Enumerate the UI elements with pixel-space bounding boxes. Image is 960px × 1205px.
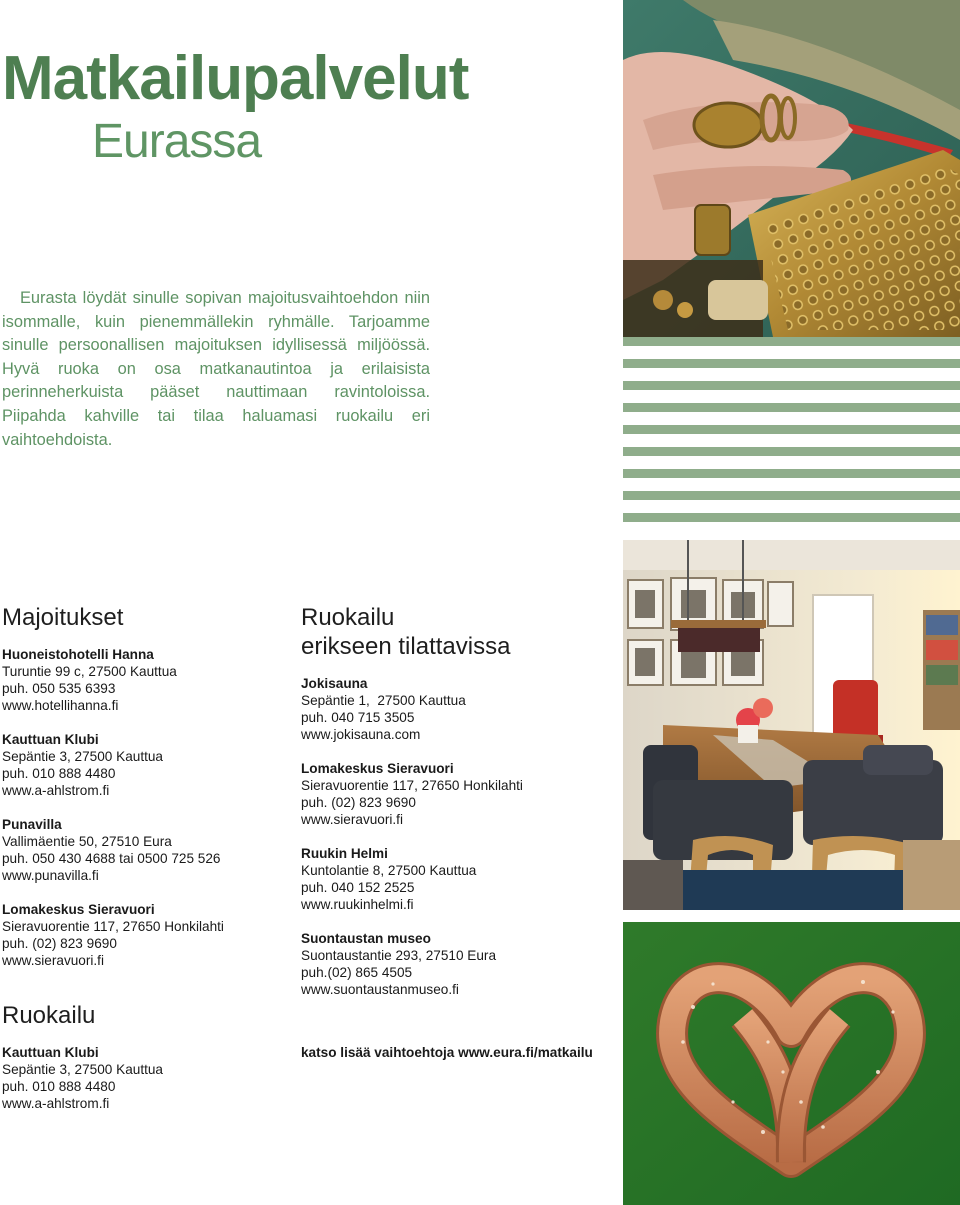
entry-address: Kuntolantie 8, 27500 Kauttua <box>301 863 477 878</box>
stripe <box>623 337 960 346</box>
entry-name: Jokisauna <box>301 676 368 691</box>
entry-phone: puh. 010 888 4480 <box>2 1079 116 1094</box>
stripe <box>623 403 960 412</box>
intro-text <box>2 287 430 452</box>
entry-address: Sieravuorentie 117, 27650 Honkilahti <box>2 919 224 934</box>
entry-phone: puh. 010 888 4480 <box>2 766 116 781</box>
entry-address: Sieravuorentie 117, 27650 Honkilahti <box>301 778 523 793</box>
entry-name: Punavilla <box>2 817 62 832</box>
entry-name: Lomakeskus Sieravuori <box>301 761 454 776</box>
entry-name: Kauttuan Klubi <box>2 1045 99 1060</box>
list-item <box>2 816 282 884</box>
entry-name: Kauttuan Klubi <box>2 732 99 747</box>
photo-dining-room <box>623 540 960 910</box>
entry-phone: puh. 050 430 4688 tai 0500 725 526 <box>2 851 221 866</box>
majoitukset-heading: Majoitukset <box>2 604 124 631</box>
photo-pretzel <box>623 922 960 1205</box>
photo-hand-jewelry-image <box>623 0 960 337</box>
page-subtitle: Eurassa <box>92 115 262 168</box>
entry-phone: puh. 050 535 6393 <box>2 681 116 696</box>
entry-name: Lomakeskus Sieravuori <box>2 902 155 917</box>
entry-phone: puh.(02) 865 4505 <box>301 965 413 980</box>
heading-line: Ruokailu <box>301 604 395 631</box>
entry-name: Huoneistohotelli Hanna <box>2 647 154 662</box>
entry-address: Sepäntie 1, 27500 Kauttua <box>301 693 466 708</box>
entry-web-link[interactable]: www.sieravuori.fi <box>2 953 104 968</box>
entry-web-link[interactable]: www.suontaustanmuseo.fi <box>301 982 459 997</box>
entry-web-link[interactable]: www.hotellihanna.fi <box>2 698 119 713</box>
entry-web-link[interactable]: www.punavilla.fi <box>2 868 99 883</box>
stripe <box>623 491 960 500</box>
ruokailu-erikseen-heading <box>301 603 611 661</box>
entry-address: Turuntie 99 c, 27500 Kauttua <box>2 664 177 679</box>
majoitukset-section <box>2 603 282 1129</box>
stripe <box>623 469 960 478</box>
entry-phone: puh. 040 715 3505 <box>301 710 415 725</box>
entry-web-link[interactable]: www.a-ahlstrom.fi <box>2 1096 110 1111</box>
page-title: Matkailupalvelut <box>2 44 469 113</box>
list-item <box>2 901 282 969</box>
entry-web-link[interactable]: www.ruukinhelmi.fi <box>301 897 414 912</box>
stripe <box>623 359 960 368</box>
stripe <box>623 425 960 434</box>
more-options-link[interactable]: katso lisää vaihtoehtoja www.eura.fi/matkailu <box>301 1045 593 1060</box>
stripe <box>623 447 960 456</box>
entry-web-link[interactable]: www.jokisauna.com <box>301 727 421 742</box>
entry-phone: puh. (02) 823 9690 <box>2 936 117 951</box>
intro-paragraph: Eurasta löydät sinulle sopivan majoitusvaihtoehdon niin isommalle, kuin pienemmällekin ryhmälle. Tarjoamme sinulle persoonallisen majoituksen idyllisessä miljöössä. Hyvä ruoka on osa matkanautintoa ja erilaisista perinneherkuista pääset nauttimaan ravintoloissa. Piipahda kahville tai tilaa haluamasi ruokailu eri vaihtoehdoista. <box>2 289 430 449</box>
list-item <box>2 731 282 799</box>
ruokailu-heading: Ruokailu <box>2 1002 96 1029</box>
entry-name: Suontaustan museo <box>301 931 431 946</box>
entry-address: Suontaustantie 293, 27510 Eura <box>301 948 496 963</box>
entry-address: Sepäntie 3, 27500 Kauttua <box>2 1062 163 1077</box>
list-item <box>2 646 282 714</box>
photo-hand-jewelry <box>623 0 960 337</box>
entry-phone: puh. 040 152 2525 <box>301 880 415 895</box>
decorative-stripes <box>623 337 960 527</box>
stripe <box>623 381 960 390</box>
entry-phone: puh. (02) 823 9690 <box>301 795 416 810</box>
list-item <box>301 845 611 913</box>
list-item <box>2 1044 282 1112</box>
entry-address: Sepäntie 3, 27500 Kauttua <box>2 749 163 764</box>
ruokailu-erikseen-section <box>301 603 611 1060</box>
photo-dining-room-image <box>623 540 960 910</box>
entry-address: Vallimäentie 50, 27510 Eura <box>2 834 172 849</box>
entry-web-link[interactable]: www.sieravuori.fi <box>301 812 403 827</box>
photo-pretzel-image <box>623 922 960 1205</box>
list-item <box>301 675 611 743</box>
list-item <box>301 930 611 998</box>
list-item <box>301 760 611 828</box>
stripe <box>623 513 960 522</box>
heading-line: erikseen tilattavissa <box>301 633 511 660</box>
entry-name: Ruukin Helmi <box>301 846 388 861</box>
entry-web-link[interactable]: www.a-ahlstrom.fi <box>2 783 110 798</box>
